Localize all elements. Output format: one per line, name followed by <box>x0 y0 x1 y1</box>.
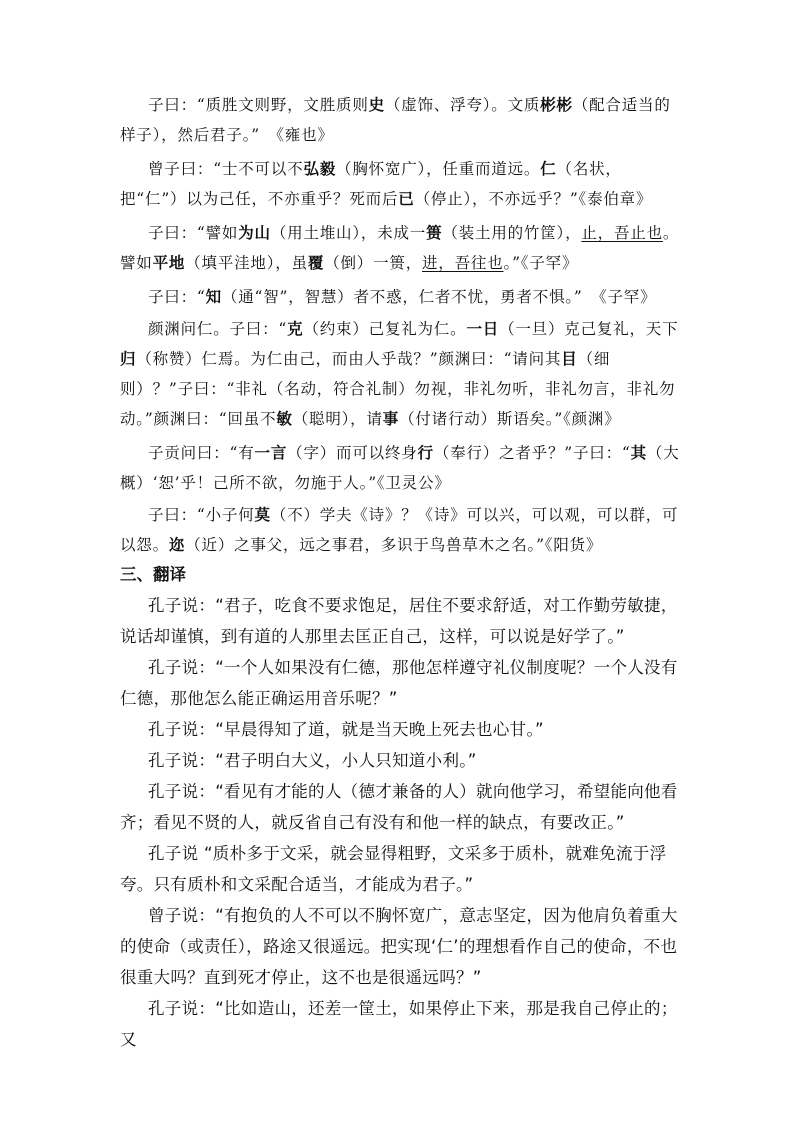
classic-paragraph-3 <box>120 218 680 278</box>
text-segment: 。”《子罕》 <box>503 254 579 272</box>
bold-term: 篑 <box>426 223 443 242</box>
text-segment: （细则）？”子曰：“非礼（名动，符合礼制）勿视，非礼勿听，非礼勿言，非礼勿动。”颜渊曰：“回虽不 <box>120 350 676 428</box>
text-segment: （称赞）仁焉。为仁由己，而由人乎哉？”颜渊曰：“请问其 <box>136 350 562 368</box>
translation-paragraph-3: 孔子说：“早晨得知了道，就是当天晚上死去也心甘。” <box>148 720 544 739</box>
bold-term: 行 <box>417 443 434 462</box>
translation-paragraph-4: 孔子说：“君子明白大义，小人只知道小利。” <box>148 751 477 770</box>
text-segment: （奉行）之者乎？”子曰：“ <box>433 444 631 462</box>
bold-term: 仁 <box>540 159 557 178</box>
text-segment: （大概）‘恕’乎！己所不欲，勿施于人。”《卫灵公》 <box>120 444 680 492</box>
text-segment: （填平洼地），虽 <box>185 254 308 272</box>
underlined-phrase: 进，吾往也 <box>422 254 504 272</box>
bold-term: 事 <box>382 409 400 428</box>
bold-term: 史 <box>368 95 385 114</box>
text-segment: （聪明），请 <box>292 410 383 428</box>
text-segment: （名状，把“仁”）以为己任，不亦重乎？死而后 <box>120 160 622 208</box>
text-segment: （用土堆山），未成一 <box>270 224 427 242</box>
bold-term: 克 <box>287 319 304 338</box>
text-segment: （通“智”，智慧）者不惑，仁者不忧，勇者不惧。” 《子罕》 <box>221 288 657 306</box>
text-segment: 曾子曰：“士不可以不 <box>148 160 304 178</box>
bold-term: 迩 <box>168 535 186 554</box>
bold-term: 为山 <box>238 223 271 242</box>
bold-term: 敏 <box>276 409 293 428</box>
bold-term: 已 <box>398 189 415 208</box>
section-heading: 三、翻译 <box>120 565 186 584</box>
text-segment: （虚饰、浮夸）。文质 <box>384 96 541 114</box>
text-segment: （倒）一篑， <box>324 254 422 272</box>
bold-term: 一日 <box>466 319 500 338</box>
bold-term: 一言 <box>254 443 288 462</box>
underlined-phrase: 止，吾止也 <box>581 224 663 242</box>
translation-paragraph-5: 孔子说：“看见有才能的人（德才兼备的人）就向他学习，希望能向他看齐；看见不贤的人，就反省自己有没有和他一样的缺点，有要改正。” <box>120 782 678 832</box>
translation-paragraph-1: 孔子说：“君子，吃食不要求饱足，居住不要求舒适，对工作勤劳敏捷，说话却谨慎，到有道的人那里去匡正自己，这样，可以说是好学了。” <box>120 596 678 646</box>
bold-term: 彬彬 <box>540 95 573 114</box>
text-segment: 子曰：“譬如 <box>148 224 239 242</box>
translation-paragraph-6: 孔子说 “质朴多于文采，就会显得粗野，文采多于质朴，就难免流于浮夸。只有质朴和文采配合适当，才能成为君子。” <box>120 844 667 894</box>
bold-term: 莫 <box>254 505 271 524</box>
text-segment: （约束）己复礼为仁。 <box>303 320 467 338</box>
translation-paragraph-8: 孔子说：“比如造山，还差一筐土，如果停止下来，那是我自己停止的；又 <box>120 999 678 1049</box>
text-segment: （停止），不亦远乎？”《泰伯章》 <box>414 190 653 208</box>
classic-paragraph-4 <box>120 282 680 312</box>
text-segment: （胸怀宽广），任重而道远。 <box>336 160 541 178</box>
bold-term: 知 <box>205 287 222 306</box>
text-segment: （付诸行动）斯语矣。”《颜渊》 <box>399 410 621 428</box>
classic-paragraph-7 <box>120 500 680 560</box>
text-segment: 子曰：“小子何 <box>148 506 255 524</box>
bold-term: 归 <box>120 349 137 368</box>
translation-paragraph-7: 曾子说：“有抱负的人不可以不胸怀宽广，意志坚定，因为他肩负着重大的使命（或责任），路途又很遥远。把实现‘仁’的理想看作自己的使命，不也很重大吗？直到死才停止，这不也是很遥远吗？” <box>120 906 678 987</box>
classic-paragraph-5 <box>120 314 680 434</box>
text-segment: （配合适当的样子），然后君子。” 《雍也》 <box>120 96 671 144</box>
classic-paragraph-6 <box>120 438 680 498</box>
classic-paragraph-2 <box>120 154 680 214</box>
text-segment: （字）而可以终身 <box>287 444 418 462</box>
bold-term: 弘毅 <box>303 159 337 178</box>
text-segment: （装土用的竹筐）， <box>442 224 582 242</box>
classic-paragraph-1 <box>120 90 680 150</box>
text-segment: （一旦）克己复礼，天下 <box>499 320 679 338</box>
text-segment: 子曰：“质胜文则野，文胜质则 <box>148 96 369 114</box>
translation-paragraph-2: 孔子说：“一个人如果没有仁德，那他怎样遵守礼仪制度呢？一个人没有仁德，那他怎么能正确运用音乐呢？” <box>120 658 678 708</box>
text-segment: 颜渊问仁。子曰：“ <box>148 320 288 338</box>
text-segment: （近）之事父，远之事君，多识于鸟兽草木之名。”《阳货》 <box>185 536 603 554</box>
bold-term: 其 <box>630 443 647 462</box>
text-segment: （不）学夫《诗》？《诗》可以兴，可以观，可以群，可以怨。 <box>120 506 679 554</box>
text-segment: 。譬如 <box>120 224 680 272</box>
text-segment: 子曰：“ <box>148 288 206 306</box>
bold-term: 目 <box>561 349 578 368</box>
bold-term: 平地 <box>152 253 186 272</box>
bold-term: 覆 <box>307 253 325 272</box>
text-segment: 子贡问曰：“有 <box>148 444 255 462</box>
